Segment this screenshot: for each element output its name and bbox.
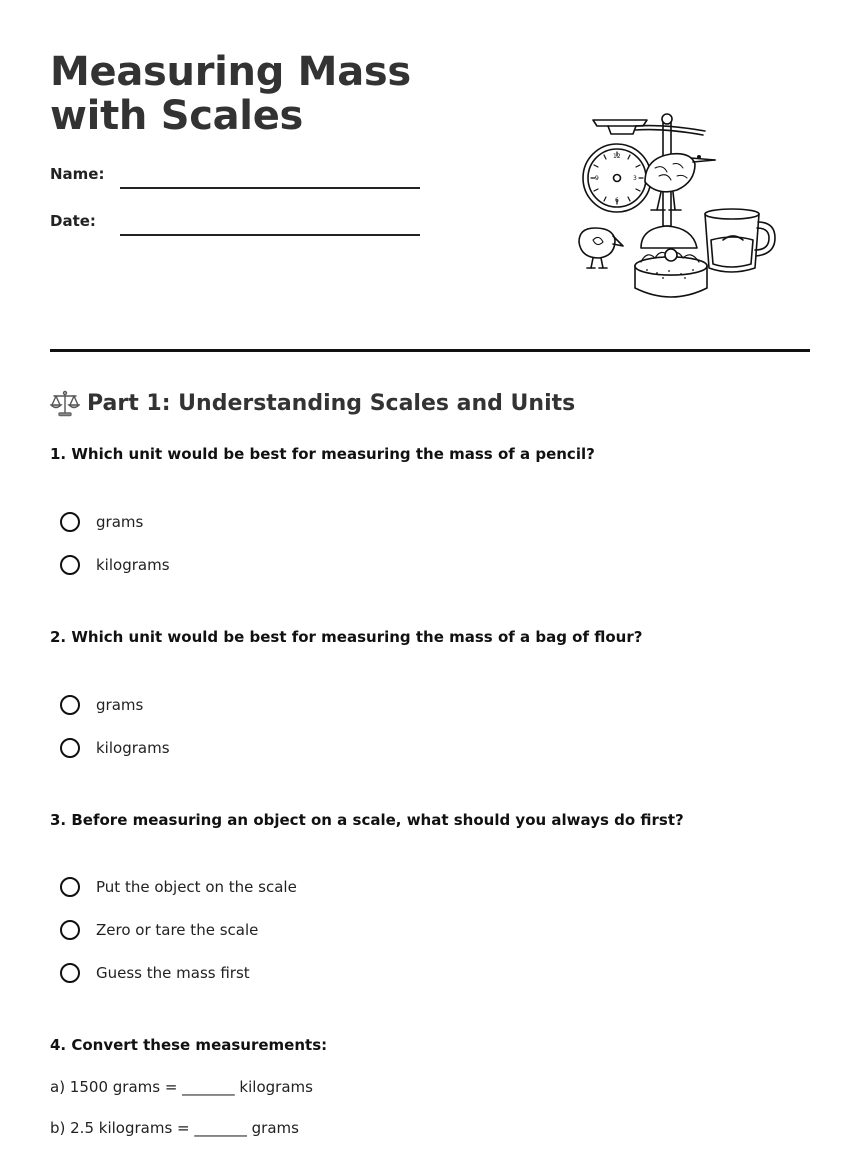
option-label: kilograms — [96, 739, 170, 757]
option-label: grams — [96, 696, 144, 714]
q3-option-guess[interactable] — [60, 963, 250, 983]
q2-option-kilograms[interactable] — [60, 738, 170, 758]
radio-button[interactable] — [60, 555, 80, 575]
option-label: Put the object on the scale — [96, 878, 297, 896]
question-2: 2. Which unit would be best for measuring the mass of a bag of flour? — [50, 628, 643, 646]
balance-scale-icon — [50, 388, 80, 418]
question-1: 1. Which unit would be best for measuring the mass of a pencil? — [50, 445, 595, 463]
radio-button[interactable] — [60, 963, 80, 983]
svg-text:12: 12 — [613, 153, 621, 160]
name-field[interactable] — [120, 187, 420, 189]
q1-option-kilograms[interactable] — [60, 555, 170, 575]
name-label: Name: — [50, 165, 105, 183]
radio-button[interactable] — [60, 738, 80, 758]
section-1-title: Part 1: Understanding Scales and Units — [87, 390, 576, 416]
option-label: kilograms — [96, 556, 170, 574]
radio-button[interactable] — [60, 920, 80, 940]
svg-text:3: 3 — [633, 175, 637, 182]
option-label: Zero or tare the scale — [96, 921, 259, 939]
scale-illustration-icon — [575, 110, 780, 302]
radio-button[interactable] — [60, 695, 80, 715]
q1-option-grams[interactable] — [60, 512, 143, 532]
question-3: 3. Before measuring an object on a scale, what should you always do first? — [50, 811, 684, 829]
q3-option-put-object[interactable] — [60, 877, 297, 897]
radio-button[interactable] — [60, 877, 80, 897]
conversion-a[interactable]: a) 1500 grams = _______ kilograms — [50, 1078, 313, 1096]
q3-option-zero-tare[interactable] — [60, 920, 258, 940]
page-title: Measuring Mass with Scales — [50, 49, 411, 139]
svg-text:6: 6 — [615, 197, 619, 204]
q2-option-grams[interactable] — [60, 695, 143, 715]
option-label: grams — [96, 513, 144, 531]
conversion-b[interactable]: b) 2.5 kilograms = _______ grams — [50, 1119, 299, 1137]
date-field[interactable] — [120, 234, 420, 236]
svg-text:9: 9 — [595, 175, 599, 182]
section-1-header — [50, 388, 575, 418]
section-divider — [50, 349, 810, 352]
question-4: 4. Convert these measurements: — [50, 1036, 328, 1054]
date-label: Date: — [50, 212, 96, 230]
option-label: Guess the mass first — [96, 964, 250, 982]
radio-button[interactable] — [60, 512, 80, 532]
